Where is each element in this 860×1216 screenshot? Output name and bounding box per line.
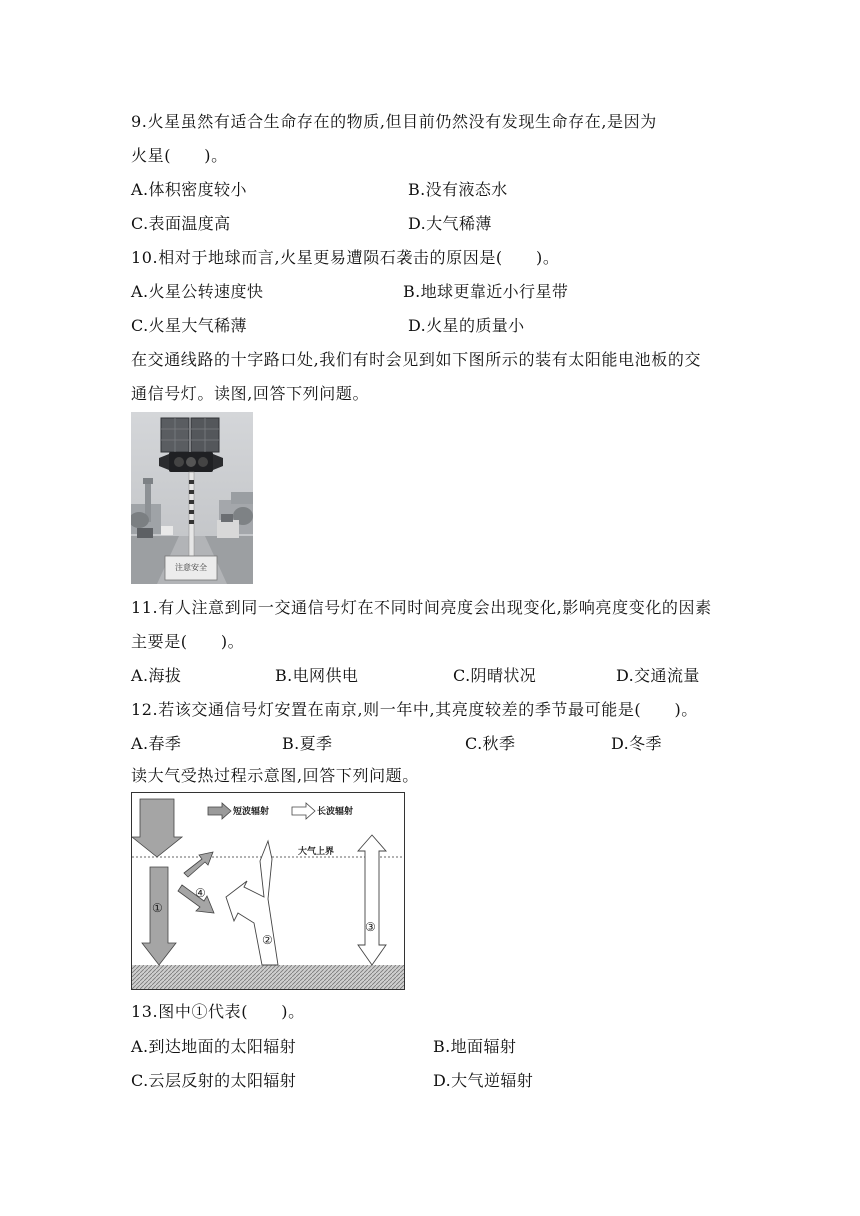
marker-1: ①	[152, 901, 163, 915]
traffic-intro-line2: 通信号灯。读图,回答下列问题。	[131, 384, 370, 403]
q12-option-b: B.夏季	[282, 734, 333, 753]
q12-option-a: A.春季	[131, 734, 182, 753]
q12-option-d: D.冬季	[611, 734, 662, 753]
q13-option-a: A.到达地面的太阳辐射	[131, 1037, 297, 1056]
q13-stem: 13.图中①代表( )。	[131, 1002, 305, 1021]
q11-option-c: C.阴晴状况	[453, 666, 537, 685]
marker-2: ②	[262, 933, 273, 947]
traffic-light-photo	[131, 412, 253, 584]
q13-option-b: B.地面辐射	[433, 1037, 517, 1056]
q10-option-c: C.火星大气稀薄	[131, 316, 247, 335]
q12-stem: 12.若该交通信号灯安置在南京,则一年中,其亮度较差的季节最可能是( )。	[131, 700, 698, 719]
q11-stem-line2: 主要是( )。	[131, 632, 245, 651]
q9-stem-line1: 9.火星虽然有适合生命存在的物质,但目前仍然没有发现生命存在,是因为	[131, 112, 657, 131]
q9-option-b: B.没有液态水	[408, 180, 508, 199]
q11-stem-line1: 11.有人注意到同一交通信号灯在不同时间亮度会出现变化,影响亮度变化的因素	[131, 598, 712, 617]
marker-3: ③	[365, 920, 376, 934]
q9-option-a: A.体积密度较小	[131, 180, 247, 199]
q13-option-d: D.大气逆辐射	[433, 1071, 534, 1090]
q9-option-c: C.表面温度高	[131, 214, 231, 233]
q11-option-b: B.电网供电	[275, 666, 359, 685]
q10-option-b: B.地球更靠近小行星带	[403, 282, 569, 301]
boundary-label: 大气上界	[298, 847, 335, 857]
atmospheric-heating-diagram	[131, 792, 405, 990]
marker-4: ④	[195, 886, 206, 900]
traffic-intro-line1: 在交通线路的十字路口处,我们有时会见到如下图所示的装有太阳能电池板的交	[131, 350, 702, 369]
q10-option-d: D.火星的质量小	[408, 316, 525, 335]
atmos-intro: 读大气受热过程示意图,回答下列问题。	[131, 766, 419, 785]
q11-option-a: A.海拔	[131, 666, 182, 685]
q11-option-d: D.交通流量	[616, 666, 700, 685]
q9-option-d: D.大气稀薄	[408, 214, 492, 233]
q12-option-c: C.秋季	[465, 734, 516, 753]
legend-long-label: 长波辐射	[317, 807, 354, 817]
q13-option-c: C.云层反射的太阳辐射	[131, 1071, 297, 1090]
q10-stem: 10.相对于地球而言,火星更易遭陨石袭击的原因是( )。	[131, 248, 560, 267]
photo-sign-text: 注意安全	[175, 563, 207, 572]
q10-option-a: A.火星公转速度快	[131, 282, 264, 301]
legend-short-label: 短波辐射	[233, 807, 270, 817]
q9-stem-line2: 火星( )。	[131, 146, 228, 165]
